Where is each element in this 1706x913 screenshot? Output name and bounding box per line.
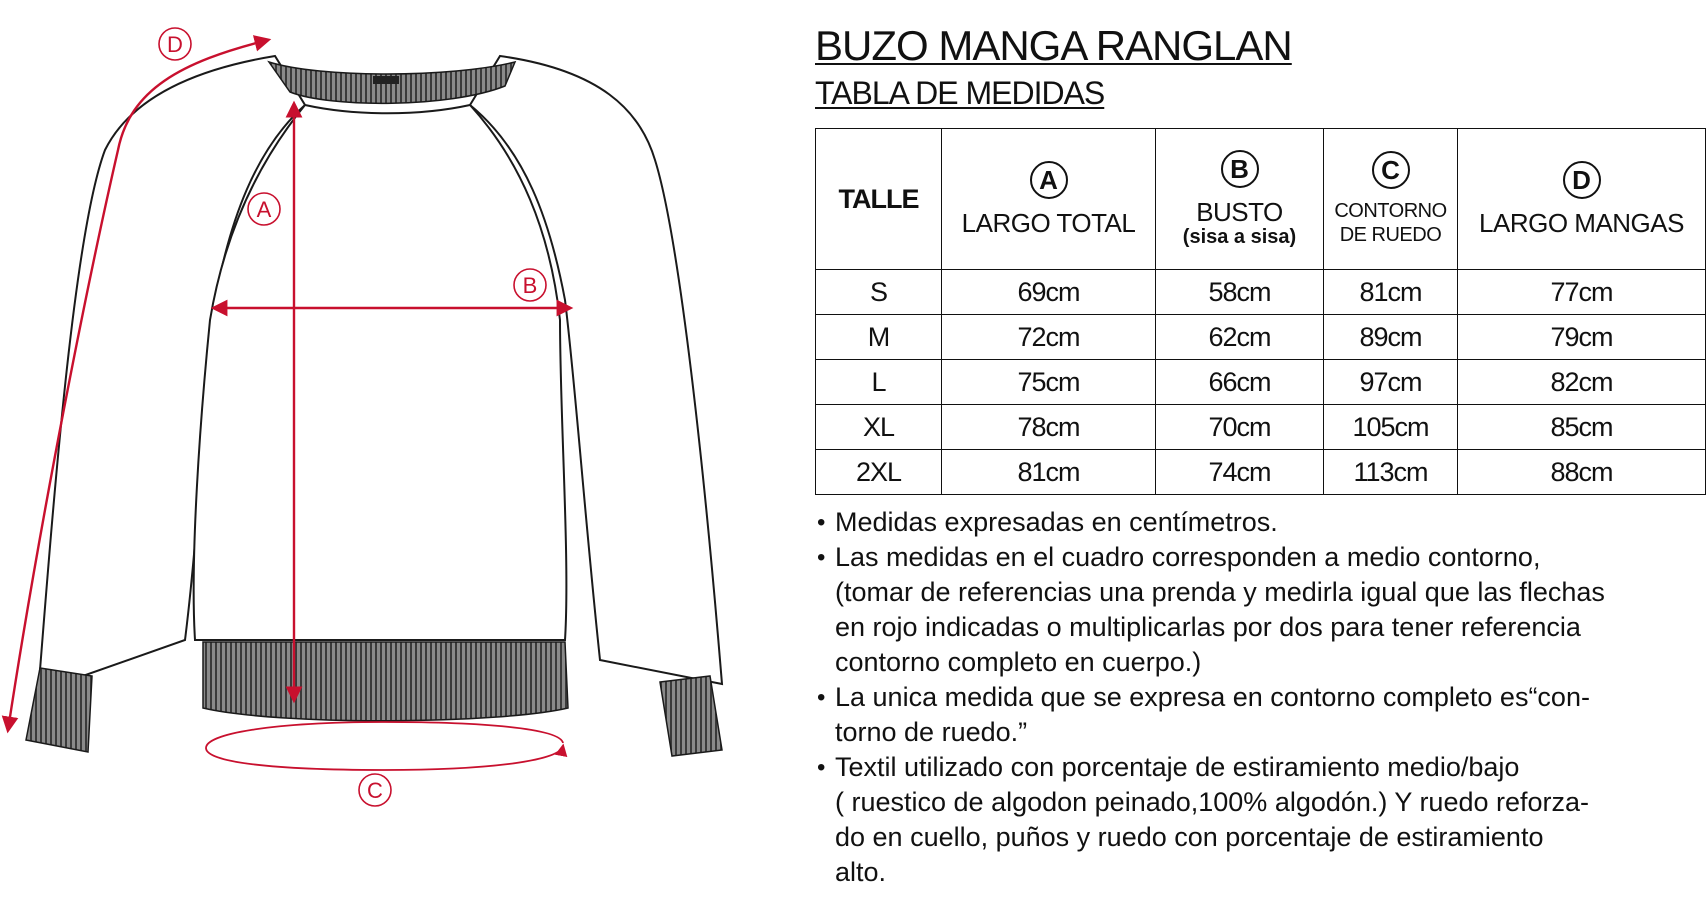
cell-largo-mangas: 82cm — [1458, 360, 1706, 405]
cell-busto: 58cm — [1156, 270, 1324, 315]
size-table — [815, 128, 1706, 495]
note-item: • La unica medida que se expresa en contorno completo es“con- torno de ruedo.” — [815, 680, 1705, 750]
size-info-panel — [815, 22, 1695, 890]
label-d: D — [167, 32, 183, 57]
cell-largo-total: 75cm — [942, 360, 1156, 405]
page-subtitle: TABLA DE MEDIDAS — [815, 75, 1105, 111]
sweatshirt-diagram — [0, 0, 780, 913]
cell-largo-total: 72cm — [942, 315, 1156, 360]
note-item: • Textil utilizado con porcentaje de estiramiento medio/bajo ( ruestico de algodon peinado,100% algodón.) Y ruedo reforza- do en cuello, puños y ruedo con porcentaje de estiramiento alto. — [815, 750, 1705, 890]
table-row — [816, 270, 1706, 315]
cell-size: XL — [816, 405, 942, 450]
arrow-c — [206, 722, 563, 770]
garment-outline — [40, 56, 722, 684]
neck-tag — [373, 76, 399, 84]
cell-largo-mangas: 85cm — [1458, 405, 1706, 450]
cell-contorno: 89cm — [1324, 315, 1458, 360]
letter-d-badge: D — [1563, 161, 1601, 199]
cell-contorno: 81cm — [1324, 270, 1458, 315]
cell-busto: 70cm — [1156, 405, 1324, 450]
header-contorno-ruedo: C CONTORNO DE RUEDO — [1324, 129, 1458, 270]
cell-busto: 66cm — [1156, 360, 1324, 405]
letter-b-badge: B — [1221, 150, 1259, 188]
table-row — [816, 405, 1706, 450]
cell-largo-mangas: 88cm — [1458, 450, 1706, 495]
header-busto: B BUSTO (sisa a sisa) — [1156, 129, 1324, 270]
cell-busto: 74cm — [1156, 450, 1324, 495]
cell-size: S — [816, 270, 942, 315]
cell-size: M — [816, 315, 942, 360]
cell-largo-mangas: 77cm — [1458, 270, 1706, 315]
cell-size: L — [816, 360, 942, 405]
table-row — [816, 315, 1706, 360]
letter-c-badge: C — [1372, 151, 1410, 189]
label-b: B — [522, 273, 538, 298]
cell-contorno: 105cm — [1324, 405, 1458, 450]
table-row — [816, 450, 1706, 495]
cell-contorno: 113cm — [1324, 450, 1458, 495]
cell-largo-total: 69cm — [942, 270, 1156, 315]
cell-largo-total: 81cm — [942, 450, 1156, 495]
label-a: A — [256, 197, 272, 222]
letter-a-badge: A — [1030, 161, 1068, 199]
table-header-row — [816, 129, 1706, 270]
table-row — [816, 360, 1706, 405]
cell-largo-mangas: 79cm — [1458, 315, 1706, 360]
page-title: BUZO MANGA RANGLAN — [815, 22, 1292, 69]
label-c: C — [367, 778, 383, 803]
cell-contorno: 97cm — [1324, 360, 1458, 405]
cell-largo-total: 78cm — [942, 405, 1156, 450]
header-largo-total: A LARGO TOTAL — [942, 129, 1156, 270]
cell-busto: 62cm — [1156, 315, 1324, 360]
header-largo-mangas: D LARGO MANGAS — [1458, 129, 1706, 270]
note-item: • Las medidas en el cuadro corresponden a medio contorno, (tomar de referencias una prenda y medirla igual que las flechas en rojo indicadas o multiplicarlas por dos para tener referencia contorno completo en cuerpo.) — [815, 540, 1705, 680]
note-item: • Medidas expresadas en centímetros. — [815, 505, 1705, 540]
cell-size: 2XL — [816, 450, 942, 495]
header-talle: TALLE — [816, 129, 942, 270]
notes-list — [815, 505, 1705, 890]
